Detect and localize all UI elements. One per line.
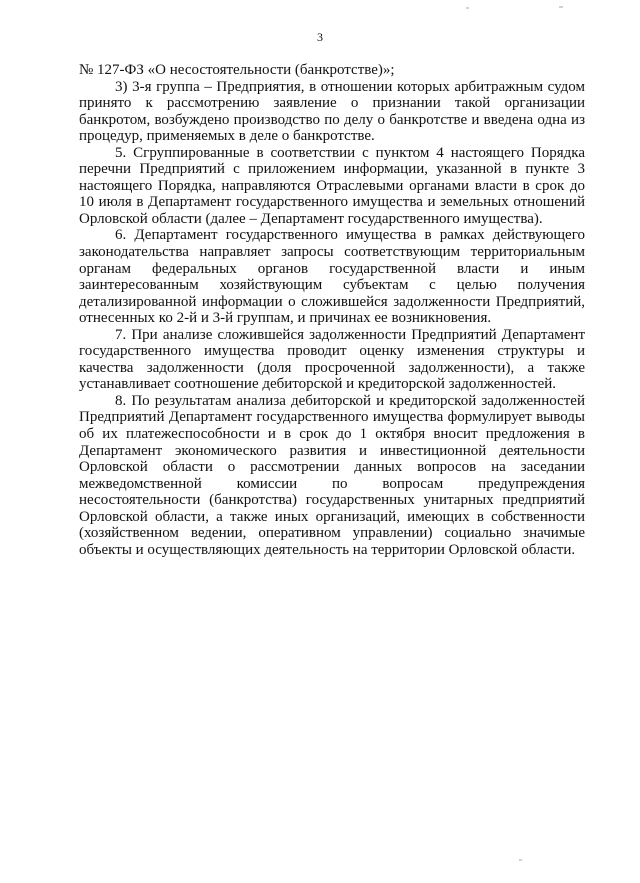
scan-speck xyxy=(559,6,563,8)
paragraph-item-7: 7. При анализе сложившейся задолженности Предприятий Департамент государственного имущества проводит оценку изменения структуры и качества задолженности (доля просроченной задолженности), а также устанавливает соотношение дебиторской и кредиторской задолженностей. xyxy=(79,326,585,393)
scan-speck xyxy=(519,859,522,861)
paragraph-group-3: 3) 3-я группа – Предприятия, в отношении которых арбитражным судом принято к рассмотрению заявление о признании такой организации банкротом, возбуждено производство по делу о банкротстве и введена одна из процедур, применяемых в деле о банкротстве. xyxy=(79,78,585,145)
scan-speck xyxy=(466,7,469,9)
page-number: 3 xyxy=(317,30,323,44)
document-body xyxy=(79,62,585,558)
paragraph-item-6: 6. Департамент государственного имущества в рамках действующего законодательства направляет запросы соответствующим территориальным органам федеральных органов государственной власти и иным заинтересованным хозяйствующим субъектам с целью получения детализированной информации о сложившейся задолженности Предприятий, отнесенных ко 2-й и 3-й группам, и причинах ее возникновения. xyxy=(79,227,585,327)
paragraph-continuation: № 127-ФЗ «О несостоятельности (банкротстве)»; xyxy=(79,62,395,78)
paragraph-item-8: 8. По результатам анализа дебиторской и кредиторской задолженностей Предприятий Департамент государственного имущества формулирует выводы об их платежеспособности и в срок до 1 октября вносит предложения в Департамент экономического развития и инвестиционной деятельности Орловской области о рассмотрении данных вопросов на заседании межведомственной комиссии по вопросам предупреждения несостоятельности (банкротства) государственных унитарных предприятий Орловской области, а также иных организаций, имеющих в собственности (хозяйственном ведении, оперативном управлении) социально значимые объекты и осуществляющих деятельность на территории Орловской области. xyxy=(79,392,585,558)
paragraph-item-5: 5. Сгруппированные в соответствии с пунктом 4 настоящего Порядка перечни Предприятий с приложением информации, указанной в пункте 3 настоящего Порядка, направляются Отраслевыми органами власти в срок до 10 июля в Департамент государственного имущества и земельных отношений Орловской области (далее – Департамент государственного имущества). xyxy=(79,144,585,227)
